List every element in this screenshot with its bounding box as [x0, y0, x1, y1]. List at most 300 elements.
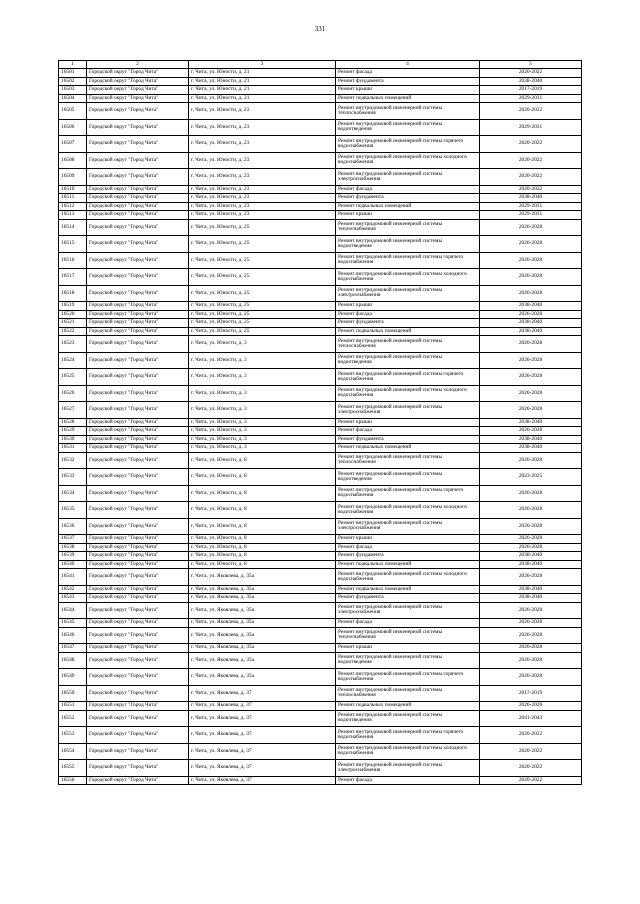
period-cell: 2038-2040 — [480, 418, 582, 427]
period-cell: 2038-2040 — [480, 585, 582, 594]
row-number-cell: 16523 — [59, 336, 87, 353]
row-number-cell: 16549 — [59, 669, 87, 686]
work-type-cell: Ремонт фасада — [336, 543, 480, 552]
period-cell: 2026-2028 — [480, 502, 582, 519]
table-row — [59, 94, 582, 103]
table-row — [59, 535, 582, 544]
row-number-cell: 16538 — [59, 543, 87, 552]
municipality-cell: Городской округ "Город Чита" — [87, 211, 189, 220]
address-cell: г. Чита, ул. Юности, д. 25 — [189, 252, 336, 269]
row-number-cell: 16517 — [59, 269, 87, 286]
period-cell: 2020-2022 — [480, 103, 582, 120]
municipality-cell: Городской округ "Город Чита" — [87, 652, 189, 669]
period-cell: 2026-2028 — [480, 352, 582, 369]
row-number-cell: 16551 — [59, 702, 87, 711]
address-cell: г. Чита, ул. Юности, д. 23 — [189, 136, 336, 153]
municipality-cell: Городской округ "Город Чита" — [87, 219, 189, 236]
address-cell: г. Чита, ул. Юности, д. 3 — [189, 402, 336, 419]
table-row — [59, 560, 582, 569]
municipality-cell: Городской округ "Город Чита" — [87, 485, 189, 502]
row-number-cell: 16552 — [59, 710, 87, 727]
municipality-cell: Городской округ "Город Чита" — [87, 776, 189, 785]
address-cell: г. Чита, ул. Яковлева, д. 35а — [189, 602, 336, 619]
table-row — [59, 402, 582, 419]
table-row — [59, 369, 582, 386]
address-cell: г. Чита, ул. Яковлева, д. 35а — [189, 569, 336, 586]
table-row — [59, 702, 582, 711]
work-type-cell: Ремонт фундамента — [336, 77, 480, 86]
municipality-cell: Городской округ "Город Чита" — [87, 418, 189, 427]
municipality-cell: Городской округ "Город Чита" — [87, 169, 189, 186]
work-type-cell: Ремонт внутридомовой инженерной системы теплоснабжения — [336, 627, 480, 644]
table-row — [59, 211, 582, 220]
municipality-cell: Городской округ "Город Чита" — [87, 385, 189, 402]
table-row — [59, 710, 582, 727]
row-number-cell: 16556 — [59, 776, 87, 785]
table-row — [59, 269, 582, 286]
address-cell: г. Чита, ул. Яковлева, д. 37 — [189, 743, 336, 760]
address-cell: г. Чита, ул. Яковлева, д. 35а — [189, 627, 336, 644]
column-header: 1 — [59, 61, 87, 69]
row-number-cell: 16524 — [59, 352, 87, 369]
row-number-cell: 16532 — [59, 452, 87, 469]
municipality-cell: Городской округ "Город Чита" — [87, 710, 189, 727]
work-type-cell: Ремонт фасада — [336, 427, 480, 436]
municipality-cell: Городской округ "Город Чита" — [87, 743, 189, 760]
work-type-cell: Ремонт фасада — [336, 185, 480, 194]
municipality-cell: Городской округ "Город Чита" — [87, 352, 189, 369]
row-number-cell: 16509 — [59, 169, 87, 186]
table-row — [59, 619, 582, 628]
row-number-cell: 16508 — [59, 152, 87, 169]
address-cell: г. Чита, ул. Юности, д. 23 — [189, 152, 336, 169]
row-number-cell: 16543 — [59, 594, 87, 603]
table-row — [59, 776, 582, 785]
period-cell: 2038-2040 — [480, 194, 582, 203]
municipality-cell: Городской округ "Город Чита" — [87, 535, 189, 544]
municipality-cell: Городской округ "Город Чита" — [87, 285, 189, 302]
address-cell: г. Чита, ул. Юности, д. 3 — [189, 336, 336, 353]
address-cell: г. Чита, ул. Юности, д. 25 — [189, 269, 336, 286]
period-cell: 2026-2028 — [480, 485, 582, 502]
period-cell: 2020-2022 — [480, 760, 582, 777]
address-cell: г. Чита, ул. Юности, д. 21 — [189, 94, 336, 103]
period-cell: 2026-2028 — [480, 569, 582, 586]
period-cell: 2038-2040 — [480, 302, 582, 311]
row-number-cell: 16540 — [59, 560, 87, 569]
table-row — [59, 285, 582, 302]
address-cell: г. Чита, ул. Яковлева, д. 37 — [189, 727, 336, 744]
row-number-cell: 16520 — [59, 310, 87, 319]
row-number-cell: 16521 — [59, 319, 87, 328]
municipality-cell: Городской округ "Город Чита" — [87, 119, 189, 136]
work-type-cell: Ремонт внутридомовой инженерной системы водоотведения — [336, 710, 480, 727]
municipality-cell: Городской округ "Город Чита" — [87, 336, 189, 353]
work-type-cell: Ремонт фундамента — [336, 319, 480, 328]
municipality-cell: Городской округ "Город Чита" — [87, 502, 189, 519]
row-number-cell: 16531 — [59, 444, 87, 453]
period-cell: 2026-2028 — [480, 236, 582, 253]
municipality-cell: Городской округ "Город Чита" — [87, 569, 189, 586]
row-number-cell: 16503 — [59, 86, 87, 95]
address-cell: г. Чита, ул. Юности, д. 8 — [189, 469, 336, 486]
row-number-cell: 16541 — [59, 569, 87, 586]
work-type-cell: Ремонт внутридомовой инженерной системы водоотведения — [336, 652, 480, 669]
work-type-cell: Ремонт крыши — [336, 211, 480, 220]
period-cell: 2038-2040 — [480, 560, 582, 569]
address-cell: г. Чита, ул. Юности, д. 25 — [189, 302, 336, 311]
municipality-cell: Городской округ "Город Чита" — [87, 644, 189, 653]
table-row — [59, 302, 582, 311]
table-row — [59, 602, 582, 619]
period-cell: 2026-2028 — [480, 644, 582, 653]
row-number-cell: 16510 — [59, 185, 87, 194]
row-number-cell: 16530 — [59, 435, 87, 444]
period-cell: 2029-2031 — [480, 119, 582, 136]
row-number-cell: 16514 — [59, 219, 87, 236]
work-type-cell: Ремонт крыши — [336, 418, 480, 427]
work-type-cell: Ремонт фундамента — [336, 594, 480, 603]
page-number: 331 — [314, 25, 326, 33]
address-cell: г. Чита, ул. Юности, д. 23 — [189, 169, 336, 186]
work-type-cell: Ремонт внутридомовой инженерной системы холодного водоснабжения — [336, 152, 480, 169]
work-type-cell: Ремонт подвальных помещений — [336, 560, 480, 569]
period-cell: 2026-2028 — [480, 427, 582, 436]
address-cell: г. Чита, ул. Яковлева, д. 37 — [189, 685, 336, 702]
municipality-cell: Городской округ "Город Чита" — [87, 627, 189, 644]
table-row — [59, 669, 582, 686]
address-cell: г. Чита, ул. Юности, д. 21 — [189, 77, 336, 86]
period-cell: 2026-2028 — [480, 652, 582, 669]
work-type-cell: Ремонт внутридомовой инженерной системы электроснабжения — [336, 169, 480, 186]
municipality-cell: Городской округ "Город Чита" — [87, 444, 189, 453]
work-type-cell: Ремонт внутридомовой инженерной системы горячего водоснабжения — [336, 369, 480, 386]
row-number-cell: 16526 — [59, 385, 87, 402]
work-type-cell: Ремонт внутридомовой инженерной системы теплоснабжения — [336, 219, 480, 236]
row-number-cell: 16554 — [59, 743, 87, 760]
period-cell: 2038-2040 — [480, 77, 582, 86]
address-cell: г. Чита, ул. Юности, д. 23 — [189, 211, 336, 220]
address-cell: г. Чита, ул. Яковлева, д. 35а — [189, 585, 336, 594]
row-number-cell: 16502 — [59, 77, 87, 86]
period-cell: 2038-2040 — [480, 594, 582, 603]
table-row — [59, 652, 582, 669]
period-cell: 2026-2028 — [480, 252, 582, 269]
period-cell: 2026-2028 — [480, 269, 582, 286]
row-number-cell: 16535 — [59, 502, 87, 519]
work-type-cell: Ремонт фасада — [336, 776, 480, 785]
table-row — [59, 594, 582, 603]
row-number-cell: 16546 — [59, 627, 87, 644]
table-row — [59, 435, 582, 444]
table-row — [59, 77, 582, 86]
address-cell: г. Чита, ул. Юности, д. 8 — [189, 452, 336, 469]
row-number-cell: 16512 — [59, 202, 87, 211]
row-number-cell: 16529 — [59, 427, 87, 436]
table-row — [59, 86, 582, 95]
municipality-cell: Городской округ "Город Чита" — [87, 185, 189, 194]
work-type-cell: Ремонт внутридомовой инженерной системы холодного водоснабжения — [336, 269, 480, 286]
address-cell: г. Чита, ул. Юности, д. 3 — [189, 427, 336, 436]
work-type-cell: Ремонт фундамента — [336, 435, 480, 444]
row-number-cell: 16548 — [59, 652, 87, 669]
work-type-cell: Ремонт подвальных помещений — [336, 444, 480, 453]
table-row — [59, 427, 582, 436]
work-type-cell: Ремонт внутридомовой инженерной системы водоотведения — [336, 352, 480, 369]
column-header: 2 — [87, 61, 189, 69]
row-number-cell: 16516 — [59, 252, 87, 269]
row-number-cell: 16533 — [59, 469, 87, 486]
table-row — [59, 152, 582, 169]
municipality-cell: Городской округ "Город Чита" — [87, 702, 189, 711]
municipality-cell: Городской округ "Город Чита" — [87, 236, 189, 253]
column-header: 3 — [189, 61, 336, 69]
work-type-cell: Ремонт внутридомовой инженерной системы горячего водоснабжения — [336, 136, 480, 153]
table-row — [59, 119, 582, 136]
municipality-cell: Городской округ "Город Чита" — [87, 518, 189, 535]
table-row — [59, 644, 582, 653]
period-cell: 2026-2028 — [480, 310, 582, 319]
address-cell: г. Чита, ул. Юности, д. 25 — [189, 236, 336, 253]
row-number-cell: 16522 — [59, 327, 87, 336]
row-number-cell: 16501 — [59, 69, 87, 78]
address-cell: г. Чита, ул. Яковлева, д. 37 — [189, 760, 336, 777]
row-number-cell: 16507 — [59, 136, 87, 153]
work-type-cell: Ремонт крыши — [336, 644, 480, 653]
work-type-cell: Ремонт подвальных помещений — [336, 585, 480, 594]
address-cell: г. Чита, ул. Юности, д. 8 — [189, 502, 336, 519]
column-header: 5 — [480, 61, 582, 69]
address-cell: г. Чита, ул. Юности, д. 23 — [189, 194, 336, 203]
table-row — [59, 418, 582, 427]
table-row — [59, 194, 582, 203]
row-number-cell: 16550 — [59, 685, 87, 702]
work-type-cell: Ремонт фундамента — [336, 194, 480, 203]
period-cell: 2029-2031 — [480, 211, 582, 220]
table-row — [59, 236, 582, 253]
work-type-cell: Ремонт внутридомовой инженерной системы водоотведения — [336, 119, 480, 136]
address-cell: г. Чита, ул. Юности, д. 8 — [189, 552, 336, 561]
address-cell: г. Чита, ул. Юности, д. 3 — [189, 435, 336, 444]
table-body — [59, 69, 582, 785]
municipality-cell: Городской округ "Город Чита" — [87, 435, 189, 444]
period-cell: 2020-2022 — [480, 743, 582, 760]
period-cell: 2038-2040 — [480, 552, 582, 561]
municipality-cell: Городской округ "Город Чита" — [87, 585, 189, 594]
table-row — [59, 727, 582, 744]
municipality-cell: Городской округ "Город Чита" — [87, 452, 189, 469]
municipality-cell: Городской округ "Город Чита" — [87, 327, 189, 336]
period-cell: 2020-2022 — [480, 69, 582, 78]
table-row — [59, 543, 582, 552]
municipality-cell: Городской округ "Город Чита" — [87, 202, 189, 211]
municipality-cell: Городской округ "Город Чита" — [87, 619, 189, 628]
period-cell: 2020-2022 — [480, 776, 582, 785]
table-row — [59, 685, 582, 702]
address-cell: г. Чита, ул. Юности, д. 25 — [189, 327, 336, 336]
table-row — [59, 485, 582, 502]
municipality-cell: Городской округ "Город Чита" — [87, 136, 189, 153]
work-type-cell: Ремонт внутридомовой инженерной системы холодного водоснабжения — [336, 502, 480, 519]
table-row — [59, 202, 582, 211]
address-cell: г. Чита, ул. Яковлева, д. 35а — [189, 594, 336, 603]
table-row — [59, 385, 582, 402]
row-number-cell: 16513 — [59, 211, 87, 220]
work-type-cell: Ремонт внутридомовой инженерной системы теплоснабжения — [336, 336, 480, 353]
work-type-cell: Ремонт крыши — [336, 302, 480, 311]
work-type-cell: Ремонт внутридомовой инженерной системы электроснабжения — [336, 518, 480, 535]
table-row — [59, 219, 582, 236]
address-cell: г. Чита, ул. Юности, д. 21 — [189, 69, 336, 78]
address-cell: г. Чита, ул. Юности, д. 25 — [189, 219, 336, 236]
municipality-cell: Городской округ "Город Чита" — [87, 469, 189, 486]
work-type-cell: Ремонт внутридомовой инженерной системы холодного водоснабжения — [336, 385, 480, 402]
row-number-cell: 16511 — [59, 194, 87, 203]
table-row — [59, 185, 582, 194]
address-cell: г. Чита, ул. Юности, д. 21 — [189, 86, 336, 95]
period-cell: 2026-2028 — [480, 336, 582, 353]
row-number-cell: 16519 — [59, 302, 87, 311]
address-cell: г. Чита, ул. Юности, д. 3 — [189, 418, 336, 427]
address-cell: г. Чита, ул. Юности, д. 3 — [189, 444, 336, 453]
address-cell: г. Чита, ул. Яковлева, д. 35а — [189, 644, 336, 653]
period-cell: 2026-2028 — [480, 602, 582, 619]
period-cell: 2026-2028 — [480, 535, 582, 544]
address-cell: г. Чита, ул. Юности, д. 8 — [189, 560, 336, 569]
work-type-cell: Ремонт внутридомовой инженерной системы теплоснабжения — [336, 452, 480, 469]
address-cell: г. Чита, ул. Яковлева, д. 35а — [189, 652, 336, 669]
row-number-cell: 16505 — [59, 103, 87, 120]
table-row — [59, 319, 582, 328]
municipality-cell: Городской округ "Город Чита" — [87, 727, 189, 744]
address-cell: г. Чита, ул. Юности, д. 23 — [189, 202, 336, 211]
address-cell: г. Чита, ул. Яковлева, д. 37 — [189, 710, 336, 727]
period-cell: 2017-2019 — [480, 685, 582, 702]
row-number-cell: 16536 — [59, 518, 87, 535]
row-number-cell: 16544 — [59, 602, 87, 619]
row-number-cell: 16539 — [59, 552, 87, 561]
row-number-cell: 16527 — [59, 402, 87, 419]
work-type-cell: Ремонт внутридомовой инженерной системы водоотведения — [336, 236, 480, 253]
work-type-cell: Ремонт внутридомовой инженерной системы горячего водоснабжения — [336, 727, 480, 744]
row-number-cell: 16515 — [59, 236, 87, 253]
row-number-cell: 16553 — [59, 727, 87, 744]
period-cell: 2026-2028 — [480, 385, 582, 402]
row-number-cell: 16542 — [59, 585, 87, 594]
work-type-cell: Ремонт фасада — [336, 69, 480, 78]
period-cell: 2041-2043 — [480, 710, 582, 727]
address-cell: г. Чита, ул. Юности, д. 25 — [189, 319, 336, 328]
work-type-cell: Ремонт подвальных помещений — [336, 202, 480, 211]
period-cell: 2026-2028 — [480, 219, 582, 236]
table-row — [59, 103, 582, 120]
period-cell: 2020-2022 — [480, 185, 582, 194]
municipality-cell: Городской округ "Город Чита" — [87, 103, 189, 120]
period-cell: 2026-2028 — [480, 452, 582, 469]
table-header-row — [59, 61, 582, 69]
table-row — [59, 69, 582, 78]
municipality-cell: Городской округ "Город Чита" — [87, 310, 189, 319]
table-row — [59, 136, 582, 153]
row-number-cell: 16506 — [59, 119, 87, 136]
work-type-cell: Ремонт внутридомовой инженерной системы электроснабжения — [336, 285, 480, 302]
period-cell: 2020-2022 — [480, 152, 582, 169]
row-number-cell: 16504 — [59, 94, 87, 103]
period-cell: 2017-2019 — [480, 86, 582, 95]
row-number-cell: 16525 — [59, 369, 87, 386]
period-cell: 2020-2022 — [480, 169, 582, 186]
municipality-cell: Городской округ "Город Чита" — [87, 594, 189, 603]
table-row — [59, 169, 582, 186]
work-type-cell: Ремонт внутридомовой инженерной системы холодного водоснабжения — [336, 743, 480, 760]
address-cell: г. Чита, ул. Юности, д. 25 — [189, 310, 336, 319]
row-number-cell: 16518 — [59, 285, 87, 302]
work-type-cell: Ремонт фасада — [336, 619, 480, 628]
municipality-cell: Городской округ "Город Чита" — [87, 269, 189, 286]
work-type-cell: Ремонт внутридомовой инженерной системы теплоснабжения — [336, 685, 480, 702]
municipality-cell: Городской округ "Город Чита" — [87, 402, 189, 419]
period-cell: 2020-2022 — [480, 727, 582, 744]
municipality-cell: Городской округ "Город Чита" — [87, 94, 189, 103]
municipality-cell: Городской округ "Город Чита" — [87, 552, 189, 561]
row-number-cell: 16537 — [59, 535, 87, 544]
row-number-cell: 16545 — [59, 619, 87, 628]
table-row — [59, 627, 582, 644]
work-type-cell: Ремонт фасада — [336, 310, 480, 319]
work-type-cell: Ремонт крыши — [336, 86, 480, 95]
period-cell: 2026-2028 — [480, 402, 582, 419]
period-cell: 2026-2028 — [480, 543, 582, 552]
table-row — [59, 569, 582, 586]
municipality-cell: Городской округ "Город Чита" — [87, 302, 189, 311]
period-cell: 2026-2028 — [480, 619, 582, 628]
address-cell: г. Чита, ул. Юности, д. 3 — [189, 385, 336, 402]
row-number-cell: 16547 — [59, 644, 87, 653]
municipality-cell: Городской округ "Город Чита" — [87, 194, 189, 203]
table-row — [59, 452, 582, 469]
municipality-cell: Городской округ "Город Чита" — [87, 427, 189, 436]
municipality-cell: Городской округ "Город Чита" — [87, 319, 189, 328]
period-cell: 2026-2028 — [480, 369, 582, 386]
work-type-cell: Ремонт внутридомовой инженерной системы электроснабжения — [336, 760, 480, 777]
work-type-cell: Ремонт внутридомовой инженерной системы горячего водоснабжения — [336, 669, 480, 686]
work-type-cell: Ремонт внутридомовой инженерной системы электроснабжения — [336, 402, 480, 419]
period-cell: 2038-2040 — [480, 327, 582, 336]
table-row — [59, 252, 582, 269]
municipality-cell: Городской округ "Город Чита" — [87, 543, 189, 552]
address-cell: г. Чита, ул. Юности, д. 3 — [189, 352, 336, 369]
municipality-cell: Городской округ "Город Чита" — [87, 560, 189, 569]
period-cell: 2038-2040 — [480, 444, 582, 453]
period-cell: 2026-2028 — [480, 627, 582, 644]
work-type-cell: Ремонт подвальных помещений — [336, 327, 480, 336]
work-type-cell: Ремонт фундамента — [336, 552, 480, 561]
work-type-cell: Ремонт внутридомовой инженерной системы электроснабжения — [336, 602, 480, 619]
address-cell: г. Чита, ул. Яковлева, д. 37 — [189, 702, 336, 711]
table-row — [59, 552, 582, 561]
table-row — [59, 327, 582, 336]
period-cell: 2026-2028 — [480, 702, 582, 711]
municipality-cell: Городской округ "Город Чита" — [87, 760, 189, 777]
table-row — [59, 469, 582, 486]
address-cell: г. Чита, ул. Юности, д. 23 — [189, 103, 336, 120]
period-cell: 2026-2028 — [480, 285, 582, 302]
municipality-cell: Городской округ "Город Чита" — [87, 252, 189, 269]
table-row — [59, 336, 582, 353]
address-cell: г. Чита, ул. Юности, д. 3 — [189, 369, 336, 386]
column-header: 4 — [336, 61, 480, 69]
row-number-cell: 16534 — [59, 485, 87, 502]
